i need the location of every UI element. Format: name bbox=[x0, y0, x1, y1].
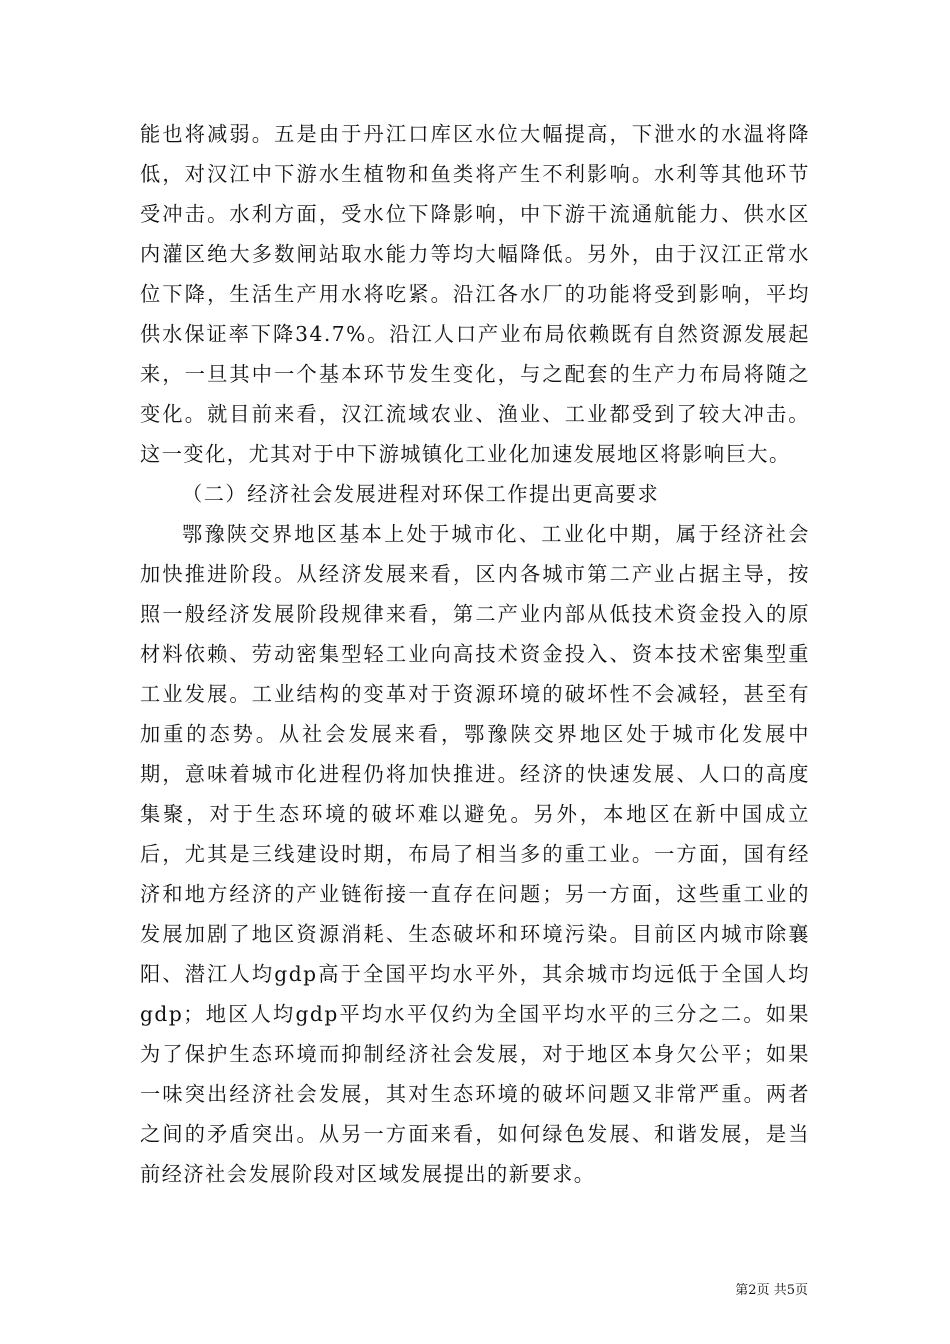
page-current: 2 bbox=[748, 1283, 757, 1298]
section-heading: （二）经济社会发展进程对环保工作提出更高要求 bbox=[182, 482, 660, 506]
page-number-footer bbox=[735, 1281, 808, 1301]
document-body bbox=[140, 114, 810, 1194]
page-mid: 页 共 bbox=[756, 1283, 787, 1298]
page-suffix: 页 bbox=[794, 1283, 808, 1298]
paragraph-water-impact: 能也将减弱。五是由于丹江口库区水位大幅提高，下泄水的水温将降低，对汉江中下游水生植物和鱼类将产生不利影响。水利等其他环节受冲击。水利方面，受水位下降影响，中下游干流通航能力、供水区内灌区绝大多数闸站取水能力等均大幅降低。另外，由于汉江正常水位下降，生活生产用水将吃紧。沿江各水厂的功能将受到影响，平均供水保证率下降34.7%。沿江人口产业布局依赖既有自然资源发展起来，一旦其中一个基本环节发生变化，与之配套的生产力布局将随之变化。就目前来看，汉江流域农业、渔业、工业都受到了较大冲击。这一变化，尤其对于中下游城镇化工业化加速发展地区将影响巨大。 bbox=[140, 122, 810, 466]
paragraph-economic-development: 鄂豫陕交界地区基本上处于城市化、工业化中期，属于经济社会加快推进阶段。从经济发展来看，区内各城市第二产业占据主导，按照一般经济发展阶段规律来看，第二产业内部从低技术资金投入的原材料依赖、劳动密集型轻工业向高技术资金投入、资本技术密集型重工业发展。工业结构的变革对于资源环境的破坏性不会减轻，甚至有加重的态势。从社会发展来看，鄂豫陕交界地区处于城市化发展中期，意味着城市化进程仍将加快推进。经济的快速发展、人口的高度集聚，对于生态环境的破坏难以避免。另外，本地区在新中国成立后，尤其是三线建设时期，布局了相当多的重工业。一方面，国有经济和地方经济的产业链衔接一直存在问题；另一方面，这些重工业的发展加剧了地区资源消耗、生态破坏和环境污染。目前区内城市除襄阳、潜江人均gdp高于全国平均水平外，其余城市均远低于全国人均gdp；地区人均gdp平均水平仅约为全国平均水平的三分之二。如果为了保护生态环境而抑制经济社会发展，对于地区本身欠公平；如果一味突出经济社会发展，其对生态环境的破坏问题又非常严重。两者之间的矛盾突出。从另一方面来看，如何绿色发展、和谐发展，是当前经济社会发展阶段对区域发展提出的新要求。 bbox=[140, 522, 810, 1186]
page-prefix: 第 bbox=[735, 1283, 749, 1298]
page-total: 5 bbox=[786, 1283, 795, 1298]
